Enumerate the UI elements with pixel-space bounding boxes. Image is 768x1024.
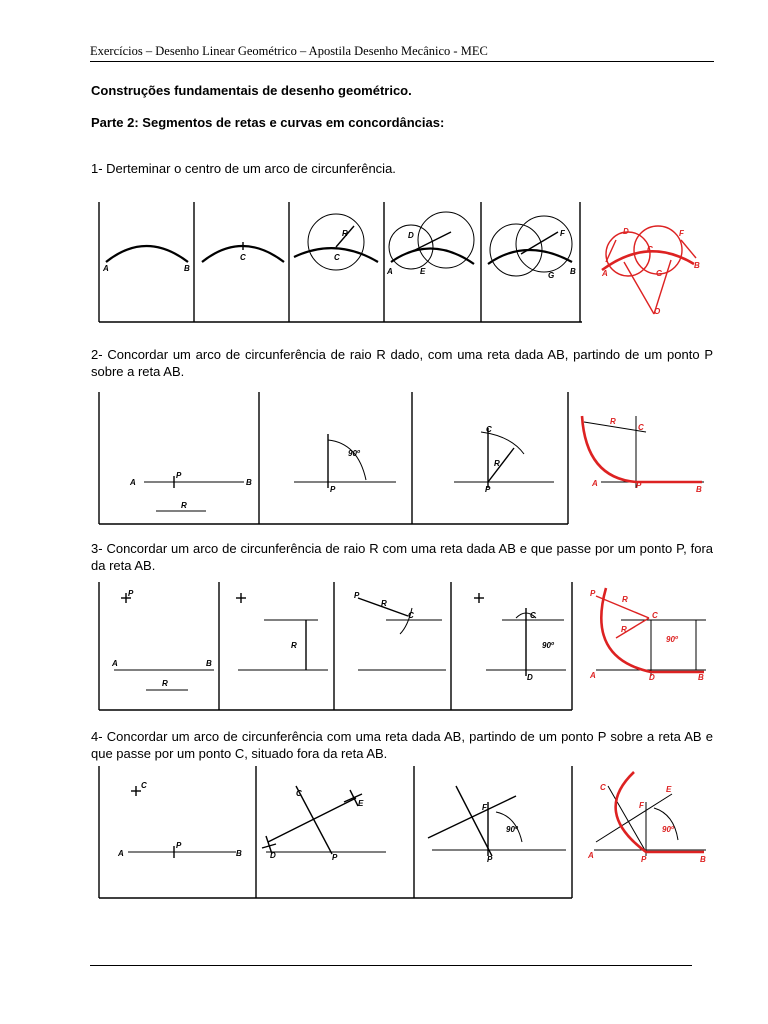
fig4-label-a: A [118, 849, 124, 858]
fig1-label-r: R [342, 229, 348, 238]
fig4-sol-label-c: C [600, 783, 606, 792]
fig1-label-b: B [184, 264, 190, 273]
fig1-label-a2: A [387, 267, 393, 276]
fig3-label-90: 90º [542, 641, 554, 650]
fig3-label-c2: C [530, 611, 536, 620]
fig1-label-c: C [240, 253, 246, 262]
fig4-label-c: C [141, 781, 147, 790]
fig1-sol-label-c: C [647, 245, 653, 254]
fig3-label-p2: P [354, 591, 360, 600]
exercise-1-text: 1- Derteminar o centro de um arco de circunferência. [91, 161, 396, 176]
part-title: Parte 2: Segmentos de retas e curvas em concordâncias: [91, 115, 445, 130]
fig2-label-p3: P [485, 485, 491, 494]
fig1-label-b2: B [570, 267, 576, 276]
fig3-sol-label-a: A [590, 671, 596, 680]
fig3-label-p: P [128, 589, 134, 598]
fig1-solution [601, 226, 700, 316]
fig2-sol-label-r: R [610, 417, 616, 426]
fig1-sol-label-f: F [679, 229, 684, 238]
fig1-label-g: G [548, 271, 555, 280]
fig2-label-a: A [130, 478, 136, 487]
fig3-sol-label-90: 90º [666, 635, 678, 644]
fig2-sol-label-c: C [638, 423, 644, 432]
fig4-sol-label-b: B [700, 855, 706, 864]
fig2-label-c: C [486, 425, 492, 434]
fig1-sol-label-b: B [694, 261, 700, 270]
fig4-sol-label-90: 90º [662, 825, 674, 834]
exercise-4-text: 4- Concordar um arco de circunferência com uma reta dada AB, partindo de um ponto P sobre a reta AB e que passe por um ponto C, situado fora da reta AB. [91, 729, 713, 761]
fig4-label-p: P [176, 841, 182, 850]
fig3-label-c: C [408, 611, 414, 620]
fig3-sol-label-b: B [698, 673, 704, 682]
fig2-sol-label-a: A [592, 479, 598, 488]
fig3-sol-label-d: D [649, 673, 655, 682]
fig3-label-d: D [527, 673, 533, 682]
fig1-sol-label-o: O [654, 307, 661, 316]
fig1-sol-label-g: G [656, 269, 663, 278]
fig3-solution [589, 588, 706, 682]
figure-exercise-4 [96, 762, 712, 902]
figure-exercise-3 [96, 578, 712, 714]
fig1-sol-label-a: A [602, 269, 608, 278]
fig1-sol-label-d: D [623, 227, 629, 236]
fig2-label-90: 90º [348, 449, 360, 458]
fig3-label-r2: R [291, 641, 297, 650]
fig2-label-r: R [181, 501, 187, 510]
fig1-label-f: F [560, 229, 565, 238]
fig2-solution [582, 416, 704, 494]
fig1-label-a: A [103, 264, 109, 273]
running-header: Exercícios – Desenho Linear Geométrico – Apostila Desenho Mecânico - MEC [90, 44, 488, 58]
fig4-label-p2: P [332, 853, 338, 862]
fig4-label-p3: P [487, 855, 493, 864]
fig2-label-p2: P [330, 485, 336, 494]
fig2-label-r2: R [494, 459, 500, 468]
fig4-solution [587, 772, 706, 864]
fig1-label-e: E [420, 267, 426, 276]
fig2-sol-label-p: P [636, 481, 642, 490]
fig2-sol-label-b: B [696, 485, 702, 494]
fig4-label-c2: C [296, 789, 302, 798]
exercise-3-text: 3- Concordar um arco de circunferência de raio R com uma reta dada AB e que passe por um ponto P, fora da reta AB. [91, 541, 713, 573]
fig3-sol-label-r2: R [621, 625, 627, 634]
fig1-label-d: D [408, 231, 414, 240]
fig4-label-b: B [236, 849, 242, 858]
section-title: Construções fundamentais de desenho geométrico. [91, 83, 412, 98]
fig3-label-b: B [206, 659, 212, 668]
fig4-label-e: E [358, 799, 364, 808]
fig4-sol-label-e: E [666, 785, 672, 794]
fig1-label-c2: C [334, 253, 340, 262]
fig4-sol-label-a: A [588, 851, 594, 860]
fig4-sol-label-p: P [641, 855, 647, 864]
fig4-label-90: 90º [506, 825, 518, 834]
fig4-label-d: D [270, 851, 276, 860]
figure-exercise-2 [96, 388, 712, 528]
header-divider [90, 61, 714, 62]
fig3-label-r3: R [381, 599, 387, 608]
fig3-sol-label-c: C [652, 611, 658, 620]
fig2-label-p: P [176, 471, 182, 480]
fig2-label-b: B [246, 478, 252, 487]
fig3-label-r: R [162, 679, 168, 688]
fig4-sol-label-f: F [639, 801, 644, 810]
fig3-sol-label-p: P [590, 589, 596, 598]
exercise-2-text: 2- Concordar um arco de circunferência de raio R dado, com uma reta dada AB, partindo de um ponto P sobre a reta AB. [91, 347, 713, 379]
fig3-label-a: A [112, 659, 118, 668]
figure-exercise-1 [96, 192, 712, 332]
fig3-sol-label-r: R [622, 595, 628, 604]
fig4-label-f: F [482, 803, 487, 812]
footer-divider [90, 965, 692, 966]
